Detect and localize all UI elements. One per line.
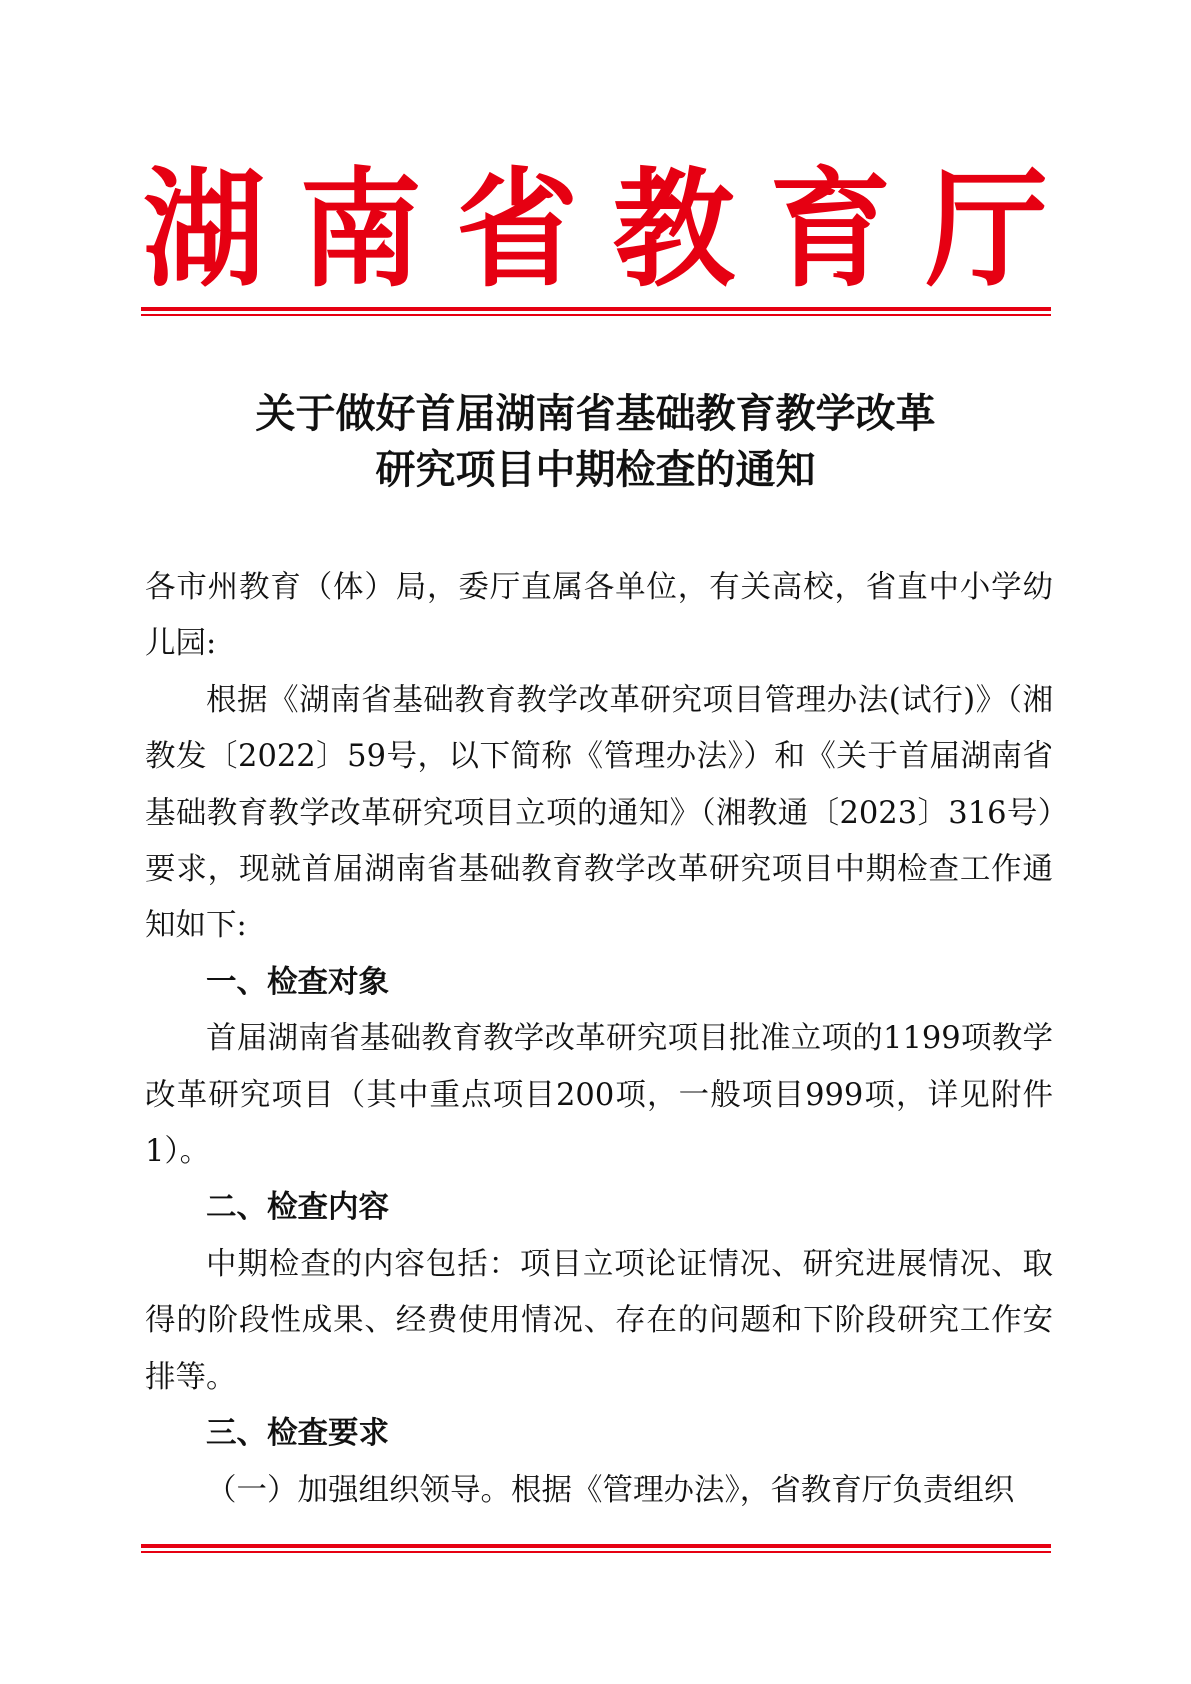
- salutation: 各市州教育（体）局，委厅直属各单位，有关高校，省直中小学幼儿园:: [145, 570, 1053, 662]
- masthead-char: 南: [299, 155, 422, 305]
- masthead-divider: [141, 307, 1051, 317]
- footer-divider: [141, 1544, 1051, 1554]
- intro-paragraph: 根据《湖南省基础教育教学改革研究项目管理办法(试行)》（湘教发〔2022〕59号，以下简称《管理办法》）和《关于首届湖南省基础教育教学改革研究项目立项的通知》（湘教通〔2023〕316号）要求，现就首届湖南省基础教育教学改革研究项目中期检查工作通知如下:: [145, 682, 1053, 944]
- document-title-line-2: 研究项目中期检查的通知: [375, 446, 816, 493]
- divider-thick-line: [141, 1544, 1051, 1548]
- masthead-char: 教: [612, 155, 735, 305]
- masthead-char: 育: [769, 155, 892, 305]
- divider-thin-line: [141, 314, 1051, 316]
- divider-thick-line: [141, 307, 1051, 311]
- document-body: [145, 560, 1053, 1519]
- divider-thin-line: [141, 1551, 1051, 1553]
- masthead-title: [143, 155, 1048, 305]
- masthead-char: 厅: [925, 155, 1048, 305]
- document-title-line-1: 关于做好首届湖南省基础教育教学改革: [255, 390, 936, 437]
- section-heading-1: 一、检查对象: [206, 964, 389, 1000]
- masthead-char: 湖: [143, 155, 265, 305]
- section-1-paragraph: 首届湖南省基础教育教学改革研究项目批准立项的1199项教学改革研究项目（其中重点项目200项，一般项目999项，详见附件1）。: [145, 1021, 1053, 1170]
- section-heading-2: 二、检查内容: [206, 1190, 389, 1226]
- section-3-item-1: （一）加强组织领导。根据《管理办法》，省教育厅负责组织: [206, 1472, 1015, 1508]
- section-2-paragraph: 中期检查的内容包括：项目立项论证情况、研究进展情况、取得的阶段性成果、经费使用情况、存在的问题和下阶段研究工作安排等。: [145, 1246, 1053, 1395]
- masthead-char: 省: [456, 155, 579, 305]
- section-heading-3: 三、检查要求: [206, 1416, 389, 1452]
